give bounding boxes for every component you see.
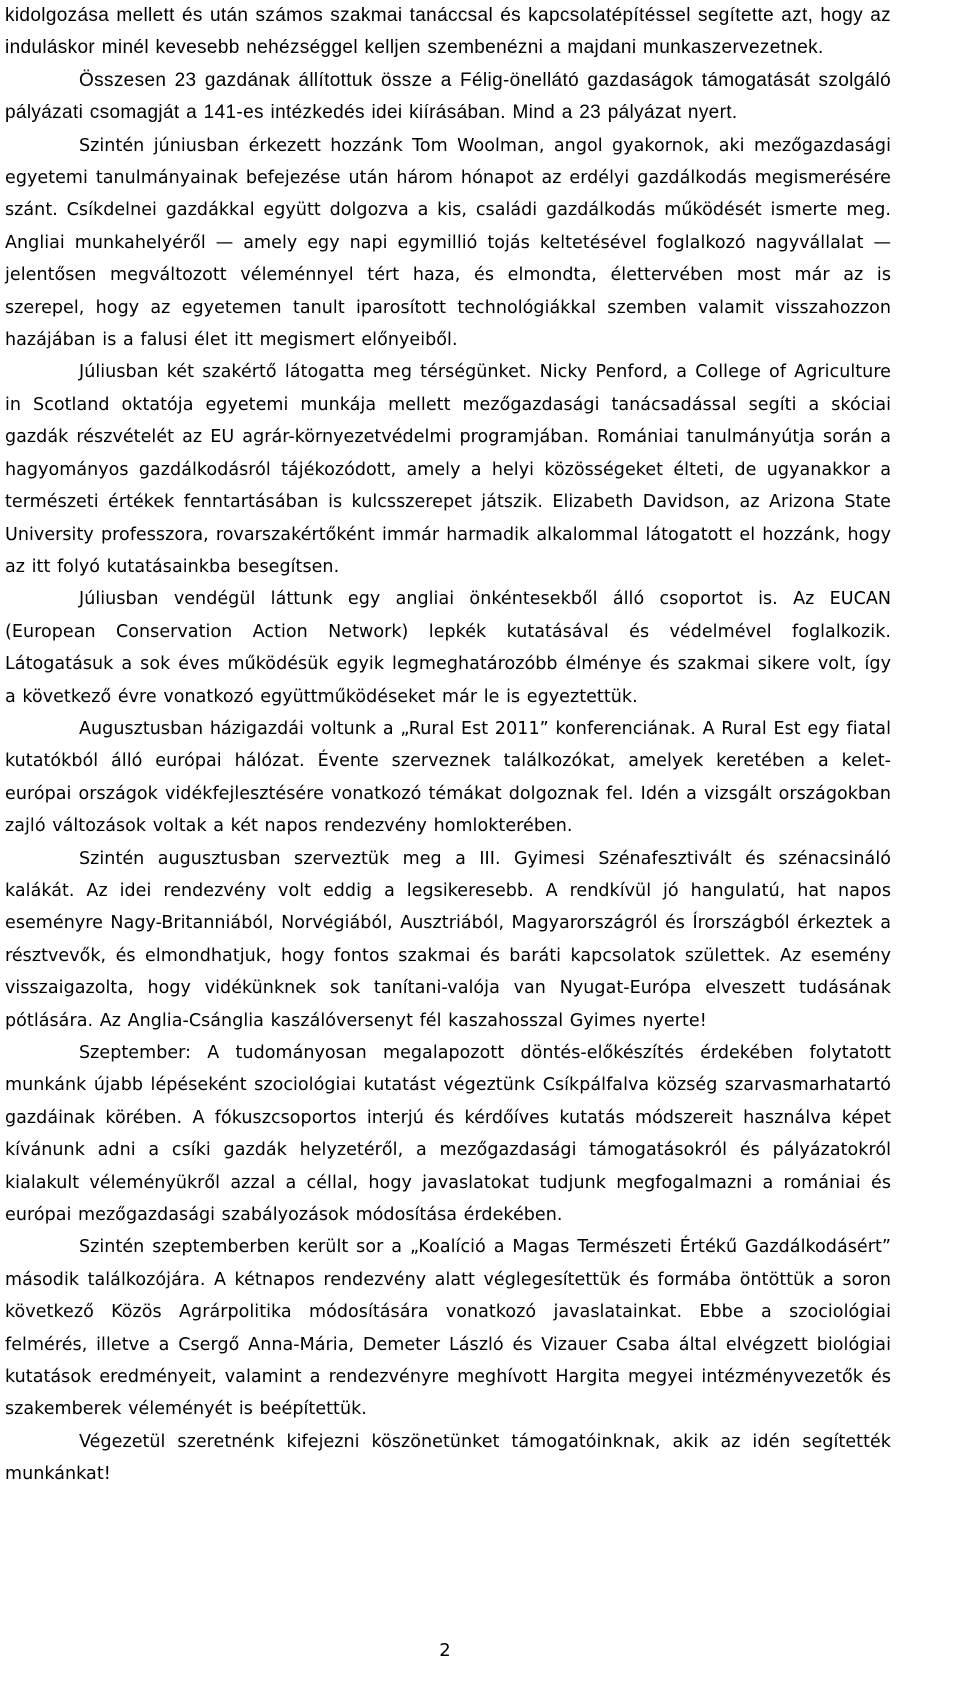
document-page	[5, 0, 891, 1491]
paragraph-1: kidolgozása mellett és után számos szakmai tanáccsal és kapcsolatépítéssel segítette azt, hogy az induláskor minél kevesebb nehézséggel kelljen szembenézni a majdani munkaszervezetnek.	[5, 5, 891, 59]
paragraph-4: Júliusban két szakértő látogatta meg térségünket. Nicky Penford, a College of Agriculture in Scotland oktatója egyetemi munkája mellett mezőgazdasági tanácsadással segíti a skóciai gazdák részvételét az EU agrár-környezetvédelmi programjában. Romániai tanulmányútja során a hagyományos gazdálkodásról tájékozódott, amely a helyi közösségeket élteti, de ugyanakkor a természeti értékek fenntartásában is kulcsszerepet játszik. Elizabeth Davidson, az Arizona State University professzora, rovarszakértőként immár harmadik alkalommal látogatott el hozzánk, hogy az itt folyó kutatásainkba besegítsen.	[5, 362, 891, 577]
paragraph-7: Szintén augusztusban szerveztük meg a III. Gyimesi Szénafesztivált és szénacsináló kalákát. Az idei rendezvény volt eddig a legsikeresebb. A rendkívül jó hangulatú, hat napos eseményre Nagy-Britanniából, Norvégiából, Ausztriából, Magyarországról és Írországból érkeztek a résztvevők, és elmondhatjuk, hogy fontos szakmai és baráti kapcsolatok születtek. Az esemény visszaigazolta, hogy vidékünknek sok tanítani-valója van Nyugat-Európa elveszett tudásának pótlására. Az Anglia-Csánglia kaszálóversenyt fél kaszahosszal Gyimes nyerte!	[5, 848, 891, 1031]
paragraph-9: Szintén szeptemberben került sor a „Koalíció a Magas Természeti Értékű Gazdálkodásért” második találkozójára. A kétnapos rendezvény alatt véglegesítettük és formába öntöttük a soron következő Közös Agrárpolitika módosítására vonatkozó javaslatainkat. Ebbe a szociológiai felmérés, illetve a Csergő Anna-Mária, Demeter László és Vizauer Csaba által elvégzett biológiai kutatások eredményeit, valamint a rendezvényre meghívott Hargita megyei intézményvezetők és szakemberek véleményét is beépítettük.	[5, 1237, 891, 1420]
paragraph-5: Júliusban vendégül láttunk egy angliai önkéntesekből álló csoportot is. Az EUCAN (European Conservation Action Network) lepkék kutatásával és védelmével foglalkozik. Látogatásuk a sok éves működésük egyik legmeghatározóbb élménye és szakmai sikere volt, így a következő évre vonatkozó együttműködéseket már le is egyeztettük.	[5, 589, 891, 707]
paragraph-2: Összesen 23 gazdának állítottuk össze a Félig-önellátó gazdaságok támogatását szolgáló pályázati csomagját a 141-es intézkedés idei kiírásában. Mind a 23 pályázat nyert.	[5, 69, 891, 124]
paragraph-8: Szeptember: A tudományosan megalapozott döntés-előkészítés érdekében folytatott munkánk újabb lépéseként szociológiai kutatást végeztünk Csíkpálfalva község szarvasmarhatartó gazdáinak körében. A fókuszcsoportos interjú és kérdőíves kutatás módszereit használva képet kívánunk adni a csíki gazdák helyzetéről, a mezőgazdasági támogatásokról és pályázatokról kialakult véleményükről azzal a céllal, hogy javaslatokat tudjunk megfogalmazni a romániai és európai mezőgazdasági szabályozások módosítása érdekében.	[5, 1043, 891, 1226]
paragraph-10: Végezetül szeretnénk kifejezni köszönetünket támogatóinknak, akik az idén segítették munkánkat!	[5, 1431, 891, 1485]
paragraph-3: Szintén júniusban érkezett hozzánk Tom Woolman, angol gyakornok, aki mezőgazdasági egyetemi tanulmányainak befejezése után három hónapot az erdélyi gazdálkodás megismerésére szánt. Csíkdelnei gazdákkal együtt dolgozva a kis, családi gazdálkodás működését ismerte meg. Angliai munkahelyéről — amely egy napi egymillió tojás keltetésével foglalkozó nagyvállalat — jelentősen megváltozott véleménnyel tért haza, és elmondta, élettervében most már az is szerepel, hogy az egyetemen tanult iparosított technológiákkal szemben valamit visszahozzon hazájában is a falusi élet itt megismert előnyeiből.	[5, 135, 891, 351]
page-number: 2	[439, 1640, 451, 1661]
paragraph-6: Augusztusban házigazdái voltunk a „Rural Est 2011” konferenciának. A Rural Est egy fiatal kutatókból álló európai hálózat. Évente szerveznek találkozókat, amelyek keretében a kelet-európai országok vidékfejlesztésére vonatkozó témákat dolgoznak fel. Idén a vizsgált országokban zajló változások voltak a két napos rendezvény homlokterében.	[5, 718, 891, 837]
